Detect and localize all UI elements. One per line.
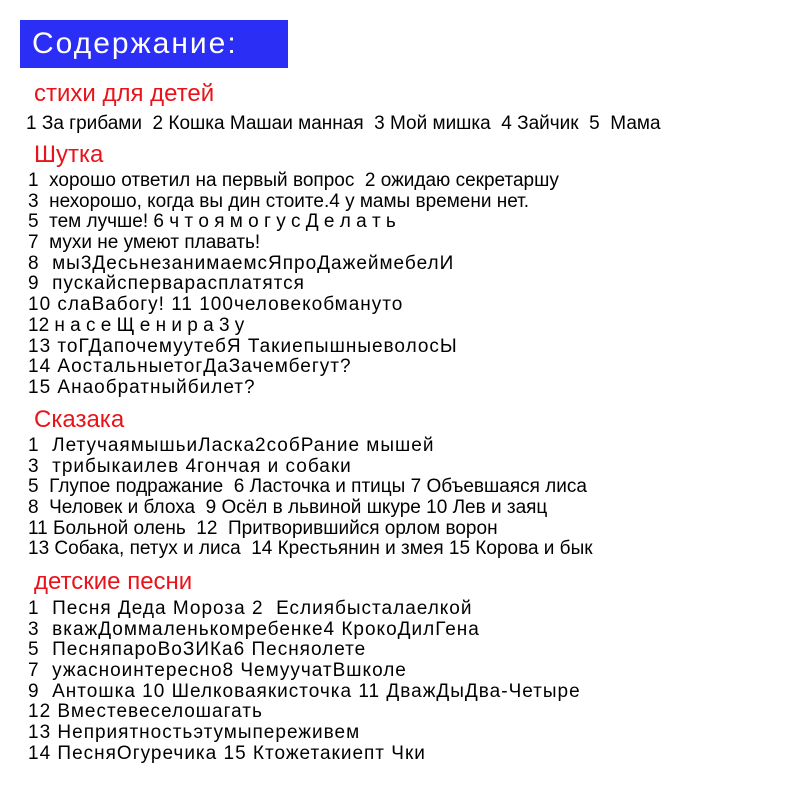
section-title-poems: стихи для детей bbox=[34, 80, 215, 107]
list-item: 5 ПесняпароВоЗИКа6 Песняолете bbox=[28, 639, 367, 661]
list-item: 7 ужасноинтересно8 ЧемуучатВшколе bbox=[28, 660, 407, 682]
list-item: 1 хорошо ответил на первый вопрос 2 ожидаю секретаршу bbox=[28, 170, 559, 191]
list-item: 14 АостальныетогДаЗачембегут? bbox=[28, 356, 352, 378]
list-item: 13 Собака, петух и лиса 14 Крестьянин и змея 15 Корова и бык bbox=[28, 538, 593, 560]
list-item: 8 Человек и блоха 9 Осёл в львиной шкуре 10 Лев и заяц bbox=[28, 497, 548, 519]
list-item: 3 трибыкаилев 4гончая и собаки bbox=[28, 455, 352, 477]
list-item: 9 пускайсперварасплатятся bbox=[28, 273, 305, 295]
list-item: 12 Вместевеселошагать bbox=[28, 701, 263, 723]
list-item: 3 нехорошо, когда вы дин стоите.4 у мамы времени нет. bbox=[28, 190, 530, 212]
page-title: Содержание: bbox=[20, 20, 288, 68]
list-item: 11 Больной олень 12 Притворившийся орлом ворон bbox=[28, 517, 498, 539]
list-item: 3 вкажДоммаленькомребенке4 КрокоДилГена bbox=[28, 618, 480, 640]
songs-list bbox=[28, 599, 581, 765]
list-item: 10 слаВабогу! 11 100человекобмануто bbox=[28, 294, 404, 316]
list-item: 1 ЛетучаямышьиЛаска2собРание мышей bbox=[28, 435, 435, 456]
poems-list-line: 1 За грибами 2 Кошка Машаи манная 3 Мой мишка 4 Зайчик 5 Мама bbox=[26, 113, 661, 134]
section-title-jokes: Шутка bbox=[34, 141, 104, 168]
list-item: 5 Глупое подражание 6 Ласточка и птицы 7 Объевшаяся лиса bbox=[28, 476, 587, 498]
list-item: 8 мы3ДесьнезанимаемсЯпроДажеймебелИ bbox=[28, 252, 455, 274]
section-title-fairytales: Сказака bbox=[34, 406, 125, 433]
list-item: 7 мухи не умеют плавать! bbox=[28, 232, 261, 254]
list-item: 13 тоГДапочемуутебЯ ТакиепышныеволосЫ bbox=[28, 335, 458, 357]
list-item: 9 Антошка 10 Шелковаякисточка 11 ДважДыДва-Четыре bbox=[28, 680, 581, 702]
list-item: 5 тем лучше! 6 ч т о я м о г у с Д е л а т ь bbox=[28, 211, 396, 233]
list-item: 12 н а с е Щ е н и р а 3 у bbox=[28, 314, 245, 336]
list-item: 13 Неприятностьэтумыпереживем bbox=[28, 722, 361, 744]
section-title-songs: детские песни bbox=[34, 568, 193, 595]
fairytales-list bbox=[28, 436, 593, 560]
list-item: 14 ПесняОгуречика 15 Ктожетакиепт Чки bbox=[28, 742, 426, 764]
list-item: 1 Песня Деда Мороза 2 Еслиябысталаелкой bbox=[28, 598, 473, 619]
list-item: 15 Анаобратныйбилет? bbox=[28, 376, 256, 398]
jokes-list bbox=[28, 171, 559, 399]
